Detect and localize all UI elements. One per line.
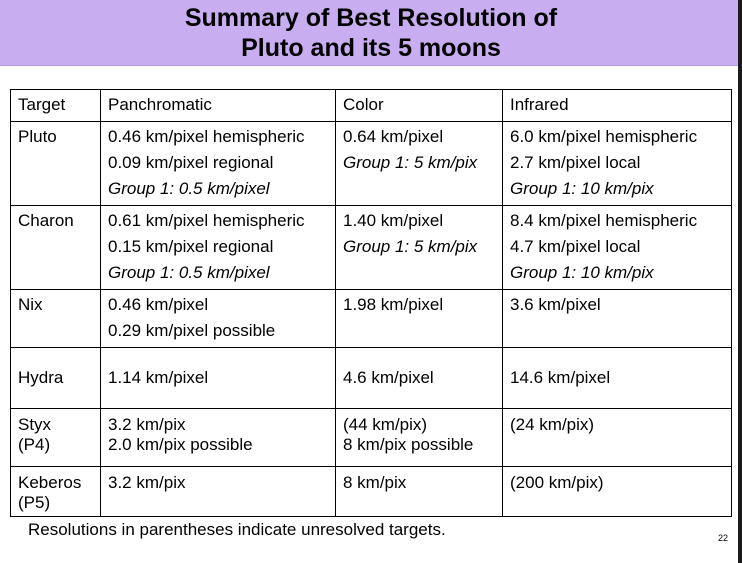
cell-panchromatic [101,348,336,409]
cell-color [336,348,503,409]
pan-value: 0.46 km/pixel hemispheric [108,127,305,146]
ir-value: 3.6 km/pixel [510,295,601,314]
ir-group-value: Group 1: 10 km/pix [510,263,654,282]
header-panchromatic: Panchromatic [101,90,336,122]
ir-value: 6.0 km/pixel hemispheric [510,127,698,146]
ir-group-value: Group 1: 10 km/pix [510,179,654,198]
table-row-nix [11,290,732,348]
cell-target [11,348,101,409]
slide-title-line-2: Pluto and its 5 moons [241,34,501,62]
target-designation: (P5) [18,493,51,512]
pan-value: 0.15 km/pixel regional [108,237,274,256]
pan-value: 3.2 km/pix [108,415,186,434]
pan-value: 0.09 km/pixel regional [108,153,274,172]
color-value: 0.64 km/pixel [343,127,444,146]
ir-value: 2.7 km/pixel local [510,153,641,172]
cell-target [11,290,101,348]
table-row-pluto [11,122,732,206]
cell-infrared [503,467,732,517]
color-value: (44 km/pix) [343,415,428,434]
color-value: 1.40 km/pixel [343,211,444,230]
table-row-hydra [11,348,732,409]
pan-group-value: Group 1: 0.5 km/pixel [108,179,270,198]
target-name: Hydra [18,367,64,387]
pan-value: 0.29 km/pixel possible [108,321,276,340]
page-number: 22 [718,533,729,543]
window-edge [738,0,742,563]
target-designation: (P4) [18,435,51,454]
resolution-table [10,89,732,517]
cell-panchromatic [101,122,336,206]
cell-target [11,206,101,290]
pan-value: 3.2 km/pix [108,473,186,492]
cell-color [336,409,503,467]
pan-group-value: Group 1: 0.5 km/pixel [108,263,270,282]
target-name: Pluto [18,127,57,146]
cell-panchromatic [101,206,336,290]
pan-value: 0.46 km/pixel [108,295,209,314]
color-value: 1.98 km/pixel [343,295,444,314]
cell-panchromatic [101,409,336,467]
slide-title-line-1: Summary of Best Resolution of [184,4,558,32]
header-color: Color [336,90,503,122]
table-row-styx [11,409,732,467]
table-row-charon [11,206,732,290]
pan-value: 1.14 km/pixel [108,367,209,387]
cell-infrared [503,122,732,206]
slide-title-banner [0,0,742,66]
cell-infrared [503,290,732,348]
target-name: Styx [18,415,52,434]
cell-infrared [503,206,732,290]
color-group-value: Group 1: 5 km/pix [343,237,478,256]
ir-value: 8.4 km/pixel hemispheric [510,211,698,230]
cell-panchromatic [101,467,336,517]
ir-value: (24 km/pix) [510,415,595,434]
cell-color [336,206,503,290]
header-target: Target [11,90,101,122]
cell-target [11,467,101,517]
cell-target [11,122,101,206]
cell-target [11,409,101,467]
ir-value: 4.7 km/pixel local [510,237,641,256]
footnote: Resolutions in parentheses indicate unresolved targets. [28,520,446,539]
target-name: Charon [18,211,74,230]
cell-color [336,290,503,348]
cell-infrared [503,348,732,409]
cell-color [336,122,503,206]
cell-infrared [503,409,732,467]
color-value: 8 km/pix [343,473,407,492]
color-value: 4.6 km/pixel [343,367,434,387]
table-row-keberos [11,467,732,517]
cell-panchromatic [101,290,336,348]
table-header-row [11,90,732,122]
header-infrared: Infrared [503,90,732,122]
cell-color [336,467,503,517]
target-name: Keberos [18,473,82,492]
color-value: 8 km/pix possible [343,435,474,454]
target-name: Nix [18,295,43,314]
ir-value: 14.6 km/pixel [510,367,611,387]
color-group-value: Group 1: 5 km/pix [343,153,478,172]
pan-value: 0.61 km/pixel hemispheric [108,211,305,230]
pan-value: 2.0 km/pix possible [108,435,253,454]
ir-value: (200 km/pix) [510,473,604,492]
